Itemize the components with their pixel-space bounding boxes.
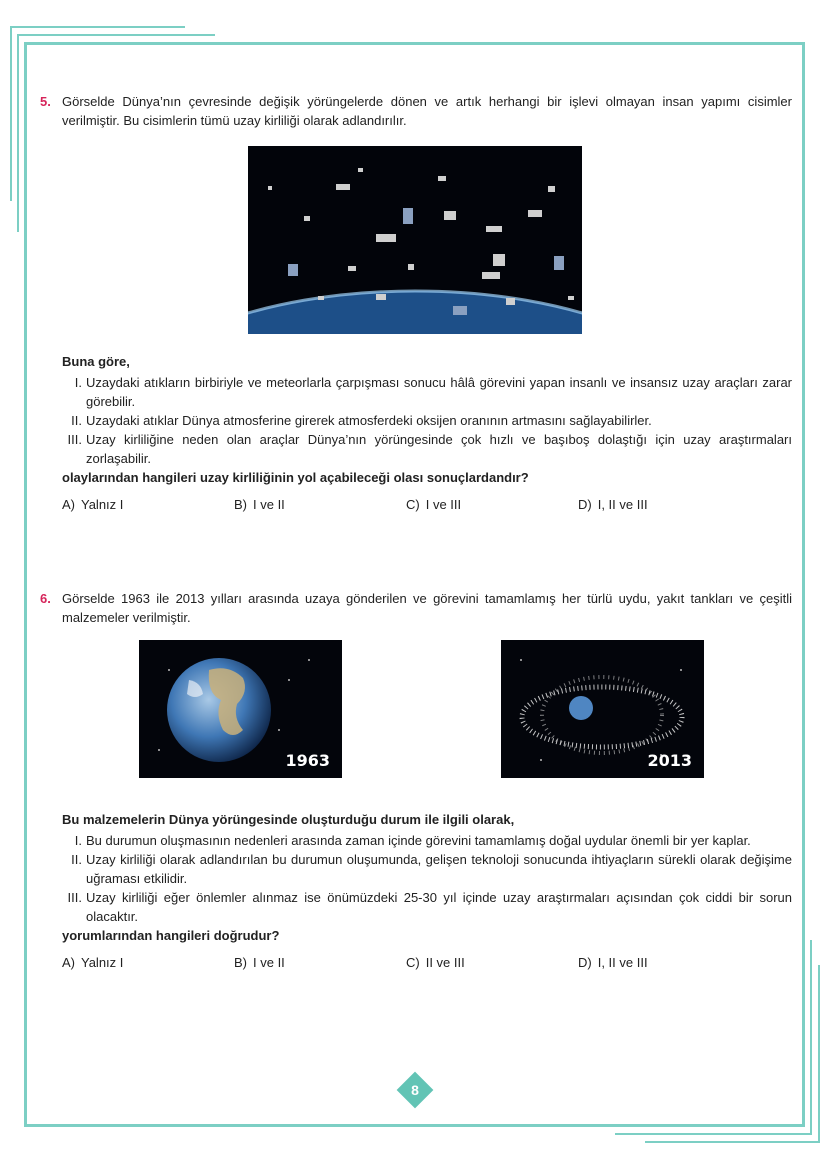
answer-options <box>62 495 792 514</box>
option-letter: B) <box>234 955 247 970</box>
statement-text: Uzaydaki atıkların birbiriyle ve meteorlarla çarpışması sonucu hâlâ görevini yapan insanlı ve insansız uzay araçları zarar görebilir. <box>86 375 792 409</box>
question-prompt: yorumlarından hangileri doğrudur? <box>62 928 280 943</box>
statement-text: Uzay kirliliğine neden olan araçlar Dünya’nın yörüngesinde çok hızlı ve başıboş dolaştığı için uzay araştırmaları zorlaşabilir. <box>86 432 792 466</box>
statement-text: Uzay kirliliği olarak adlandırılan bu durumun oluşumunda, gelişen teknoloji sonucunda ihtiyaçların sürekli olarak değişime uğraması etkilidir. <box>86 852 792 886</box>
frame-line <box>17 34 19 232</box>
statement-roman: I. <box>74 833 82 848</box>
option-d[interactable] <box>578 495 750 514</box>
statement-roman: II. <box>71 413 82 428</box>
question-lead: Bu malzemelerin Dünya yörüngesinde oluşturduğu durum ile ilgili olarak, <box>62 812 515 827</box>
option-letter: D) <box>578 497 592 512</box>
statement-list <box>62 373 792 468</box>
statement-item <box>62 373 792 411</box>
earth-1963-image <box>139 640 342 778</box>
statement-text: Uzaydaki atıklar Dünya atmosferine girerek atmosferdeki oksijen oranının artmasını sağlayabilirler. <box>86 413 652 428</box>
option-letter: C) <box>406 497 420 512</box>
option-c[interactable] <box>406 953 578 972</box>
question-number: 6. <box>40 591 51 606</box>
option-text: I, II ve III <box>597 497 648 512</box>
frame-line <box>24 1124 805 1127</box>
option-b[interactable] <box>234 495 406 514</box>
option-text: I ve II <box>253 955 285 970</box>
frame-line <box>10 26 12 201</box>
statement-text: Uzay kirliliği eğer önlemler alınmaz ise önümüzdeki 25-30 yıl içinde uzay araştırmaları açısından çok ciddi bir sorun olacaktır. <box>86 890 792 924</box>
option-text: I ve III <box>425 497 462 512</box>
statement-roman: I. <box>74 375 82 390</box>
option-a[interactable] <box>62 953 234 972</box>
question-stem: Görselde Dünya’nın çevresinde değişik yörüngelerde dönen ve artık herhangi bir işlevi olmayan insan yapımı cisimler verilmiştir. Bu cisimlerin tümü uzay kirliliği olarak adlandırılır. <box>62 94 792 128</box>
option-c[interactable] <box>406 495 578 514</box>
statement-text: Bu durumun oluşmasının nedenleri arasında zaman içinde görevini tamamlamış doğal uydular önemli bir yer kaplar. <box>86 833 751 848</box>
frame-line <box>645 1141 820 1143</box>
image-year-label: 1963 <box>285 751 330 770</box>
statement-item <box>62 411 792 430</box>
frame-line <box>17 34 215 36</box>
question-prompt: olaylarından hangileri uzay kirliliğinin yol açabileceği olası sonuçlardandır? <box>62 470 529 485</box>
image-year-label: 2013 <box>647 751 692 770</box>
frame-line <box>615 1133 812 1135</box>
earth-2013-image <box>501 640 704 778</box>
option-text: Yalnız I <box>81 955 124 970</box>
statement-roman: III. <box>67 432 82 447</box>
option-text: II ve III <box>425 955 465 970</box>
question-5 <box>40 92 792 130</box>
option-letter: D) <box>578 955 592 970</box>
option-text: I ve II <box>253 497 285 512</box>
answer-options <box>62 953 792 972</box>
statement-item <box>62 831 792 850</box>
option-letter: C) <box>406 955 420 970</box>
frame-line <box>810 940 812 1135</box>
statement-item <box>62 850 792 888</box>
frame-line <box>10 26 185 28</box>
statement-list <box>62 831 792 926</box>
option-b[interactable] <box>234 953 406 972</box>
question-lead: Buna göre, <box>62 354 130 369</box>
frame-line <box>24 42 27 1127</box>
question-6-body <box>40 810 792 972</box>
option-letter: A) <box>62 955 75 970</box>
option-d[interactable] <box>578 953 750 972</box>
option-letter: A) <box>62 497 75 512</box>
statement-roman: III. <box>67 890 82 905</box>
statement-roman: II. <box>71 852 82 867</box>
option-a[interactable] <box>62 495 234 514</box>
question-5-body <box>40 352 792 514</box>
question-number: 5. <box>40 94 51 109</box>
page-number-badge <box>397 1072 433 1108</box>
question-stem: Görselde 1963 ile 2013 yılları arasında uzaya gönderilen ve görevini tamamlamış her türlü uydu, yakıt tankları ve çeşitli malzemeler verilmiştir. <box>62 591 792 625</box>
option-text: Yalnız I <box>81 497 124 512</box>
statement-item <box>62 888 792 926</box>
page-number: 8 <box>411 1082 419 1098</box>
frame-line <box>802 42 805 1127</box>
option-text: I, II ve III <box>597 955 648 970</box>
statement-item <box>62 430 792 468</box>
question-6 <box>40 589 792 627</box>
option-letter: B) <box>234 497 247 512</box>
space-debris-image <box>248 146 582 334</box>
frame-line <box>24 42 805 45</box>
frame-line <box>818 965 820 1143</box>
